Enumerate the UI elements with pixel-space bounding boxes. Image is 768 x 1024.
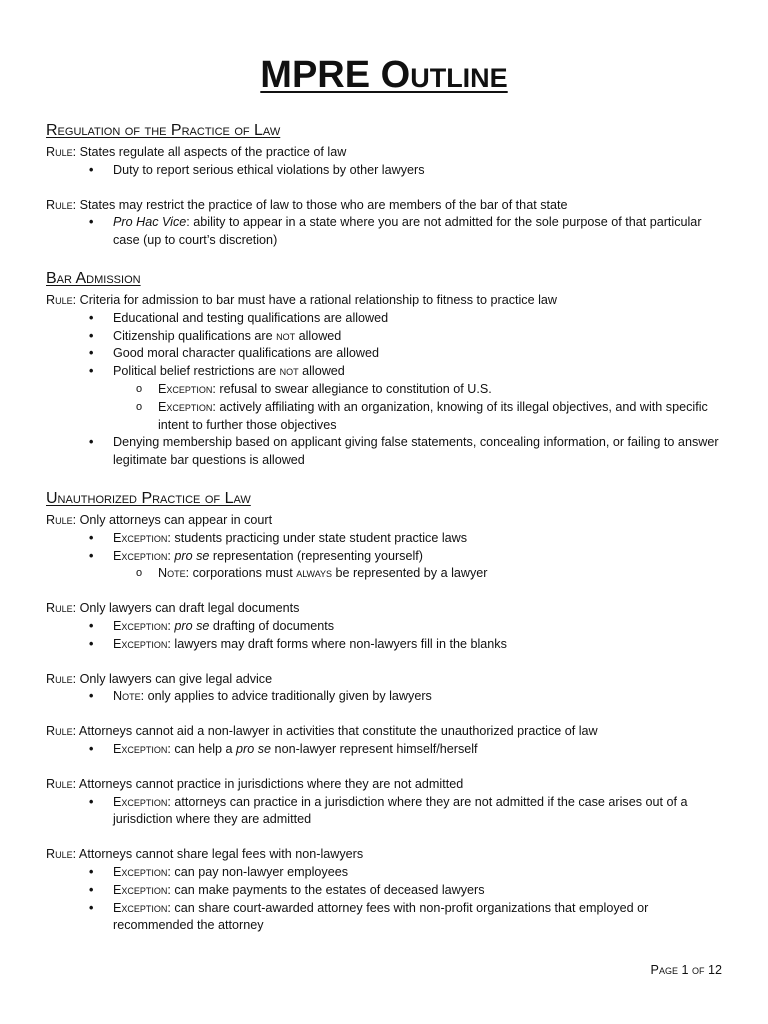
rule-block	[46, 776, 728, 829]
section-regulation	[46, 120, 728, 250]
bullet-item: • Exception: attorneys can practice in a jurisdiction where they are not admitted if the case arises out of a jurisdiction where they are admitted	[113, 794, 728, 830]
bullet-item: • Exception: students practicing under state student practice laws	[113, 530, 728, 548]
section-heading: Unauthorized Practice of Law	[46, 489, 251, 507]
bullet-list	[46, 310, 728, 470]
page-number: Page 1 of 12	[650, 963, 722, 978]
rule-block	[46, 600, 728, 653]
bullet-list	[46, 214, 728, 250]
bullet-item: • Educational and testing qualifications are allowed	[113, 310, 728, 328]
bullet-item: • Good moral character qualifications are allowed	[113, 345, 728, 363]
bullet-item: • Duty to report serious ethical violations by other lawyers	[113, 162, 728, 180]
rule-line: Rule: Only lawyers can give legal advice	[46, 671, 273, 686]
rule-block	[46, 197, 728, 250]
rule-block	[46, 846, 728, 935]
outline-content	[46, 120, 728, 953]
bullet-item: • Denying membership based on applicant giving false statements, concealing information, or failing to answer legitimate bar questions is allowed	[113, 434, 728, 470]
bullet-item: • Exception: lawyers may draft forms where non-lawyers fill in the blanks	[113, 636, 728, 654]
bullet-item: • Exception: can share court-awarded attorney fees with non-profit organizations that employed or recommended the attorney	[113, 900, 728, 936]
rule-line: Rule: Criteria for admission to bar must have a rational relationship to fitness to practice law	[46, 292, 557, 307]
bullet-item: • Exception: can pay non-lawyer employees	[113, 864, 728, 882]
bullet-list	[46, 162, 728, 180]
rule-line: Rule: Attorneys cannot aid a non-lawyer in activities that constitute the unauthorized practice of law	[46, 724, 598, 739]
rule-block	[46, 512, 728, 583]
sub-bullet-list	[113, 565, 728, 583]
bullet-item: • Exception: pro se drafting of documents	[113, 618, 728, 636]
bullet-item: • Pro Hac Vice: ability to appear in a state where you are not admitted for the sole purpose of that particular case (up to court’s discretion)	[113, 214, 728, 250]
bullet-item: • Exception: can help a pro se non-lawyer represent himself/herself	[113, 741, 728, 759]
section-unauthorized-practice	[46, 488, 728, 935]
rule-line: Rule: States regulate all aspects of the practice of law	[46, 145, 347, 159]
sub-bullet-item: o Exception: actively affiliating with an organization, knowing of its illegal objectives, and with specific intent to further those objectives	[158, 399, 728, 435]
bullet-item: • Exception: pro se representation (representing yourself) o Note: corporations must always be represented by a lawyer	[113, 548, 728, 584]
bullet-list	[46, 864, 728, 935]
rule-line: Rule: States may restrict the practice of law to those who are members of the bar of that state	[46, 197, 568, 212]
section-heading: Bar Admission	[46, 269, 141, 287]
rule-line: Rule: Attorneys cannot practice in jurisdictions where they are not admitted	[46, 776, 464, 791]
rule-line: Rule: Only lawyers can draft legal documents	[46, 601, 300, 616]
bullet-item: • Exception: can make payments to the estates of deceased lawyers	[113, 882, 728, 900]
section-bar-admission	[46, 268, 728, 470]
sub-bullet-item: o Exception: refusal to swear allegiance to constitution of U.S.	[158, 381, 728, 399]
sub-bullet-list	[113, 381, 728, 434]
sub-bullet-item: o Note: corporations must always be represented by a lawyer	[158, 565, 728, 583]
bullet-item: • Citizenship qualifications are not allowed	[113, 328, 728, 346]
rule-line: Rule: Attorneys cannot share legal fees with non-lawyers	[46, 847, 364, 862]
section-heading: Regulation of the Practice of Law	[46, 122, 281, 139]
bullet-list	[46, 530, 728, 583]
rule-block	[46, 723, 728, 759]
bullet-list	[46, 741, 728, 759]
rule-block	[46, 671, 728, 707]
bullet-item: • Note: only applies to advice traditionally given by lawyers	[113, 688, 728, 706]
bullet-list	[46, 618, 728, 654]
rule-block	[46, 144, 728, 180]
bullet-list	[46, 794, 728, 830]
rule-line: Rule: Only attorneys can appear in court	[46, 512, 273, 527]
rule-block	[46, 292, 728, 470]
bullet-list	[46, 688, 728, 706]
page-title: MPRE Outline	[260, 54, 508, 96]
bullet-item: • Political belief restrictions are not allowed o Exception: refusal to swear allegiance to constitution of U.S. o Exception: actively affiliating with an organization, knowing of its illegal objectives, and with specific intent to further those objectives	[113, 363, 728, 434]
